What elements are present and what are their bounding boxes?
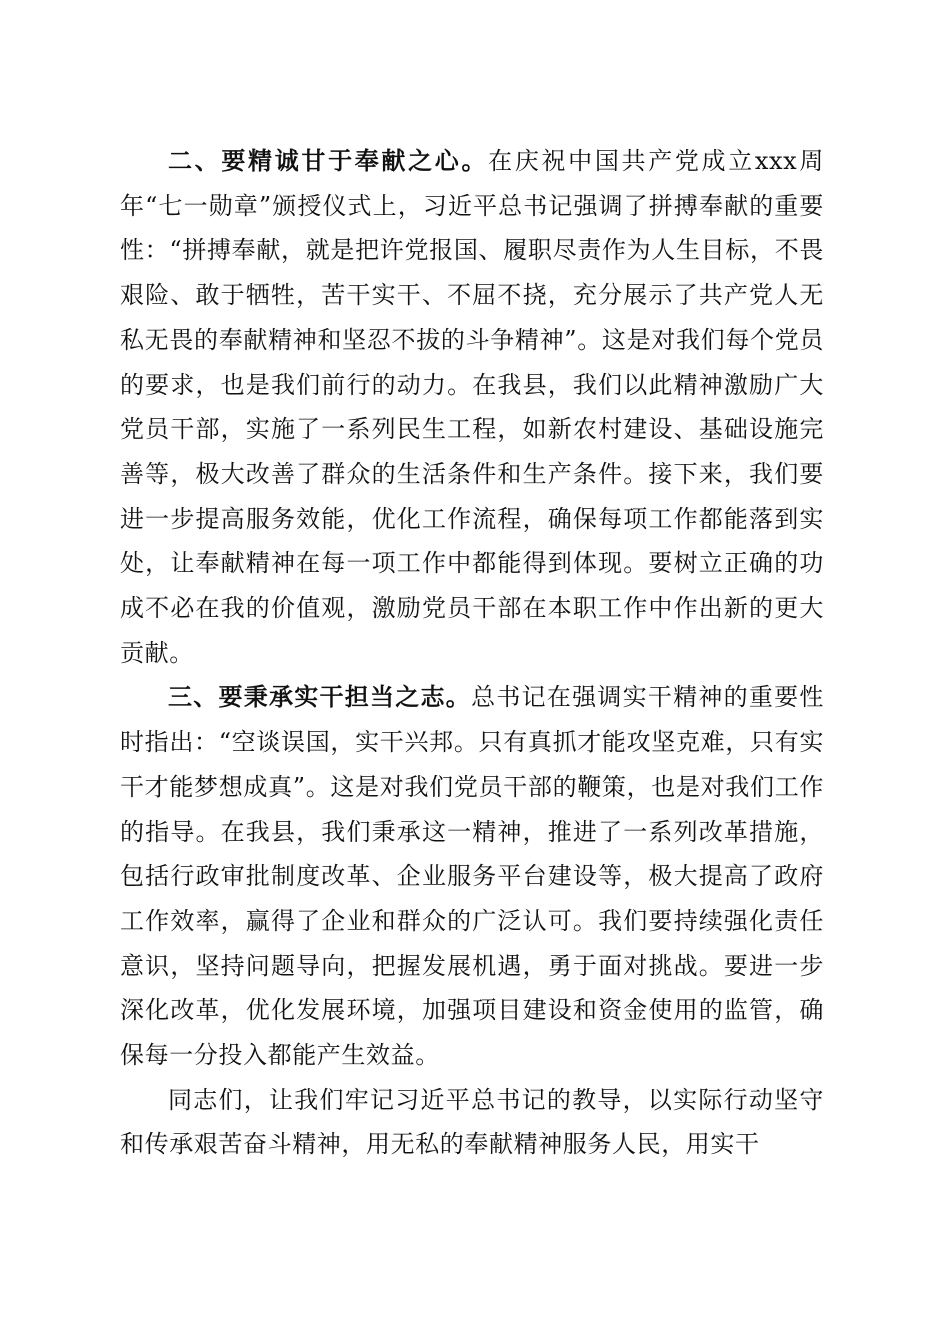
paragraph-text: 总书记在强调实干精神的重要性时指出：“空谈误国，实干兴邦。只有真抓才能攻坚克难，只有实干才能梦想成真”。这是对我们党员干部的鞭策，也是对我们工作的指导。在我县，我们秉承这一精神，推进了一系列改革措施，包括行政审批制度改革、企业服务平台建设等，极大提高了政府工作效率，赢得了企业和群众的广泛认可。我们要持续强化责任意识，坚持问题导向，把握发展机遇，勇于面对挑战。要进一步深化改革，优化发展环境，加强项目建设和资金使用的监管，确保每一分投入都能产生效益。 — [120, 683, 825, 1070]
paragraph-dedication — [120, 139, 824, 675]
paragraph-text: 在庆祝中国共产党成立xxx周年“七一勋章”颁授仪式上，习近平总书记强调了拼搏奉献的重要性：“拼搏奉献，就是把许党报国、履职尽责作为人生目标，不畏艰险、敢于牺牲，苦干实干、不屈不挠，充分展示了共产党人无私无畏的奉献精神和坚忍不拔的斗争精神”。这是对我们每个党员的要求，也是我们前行的动力。在我县，我们以此精神激励广大党员干部，实施了一系列民生工程，如新农村建设、基础设施完善等，极大改善了群众的生活条件和生产条件。接下来，我们要进一步提高服务效能，优化工作流程，确保每项工作都能落到实处，让奉献精神在每一项工作中都能得到体现。要树立正确的功成不必在我的价值观，激励党员干部在本职工作中作出新的更大贡献。 — [120, 147, 824, 667]
paragraph-closing — [120, 1078, 824, 1167]
paragraph-heading: 二、要精诚甘于奉献之心。 — [168, 147, 489, 175]
paragraph-hard-work — [120, 675, 824, 1077]
paragraph-heading: 三、要秉承实干担当之志。 — [168, 683, 472, 712]
document-body — [120, 139, 824, 1167]
paragraph-text: 同志们，让我们牢记习近平总书记的教导，以实际行动坚守和传承艰苦奋斗精神，用无私的奉献精神服务人民，用实干 — [120, 1085, 824, 1159]
